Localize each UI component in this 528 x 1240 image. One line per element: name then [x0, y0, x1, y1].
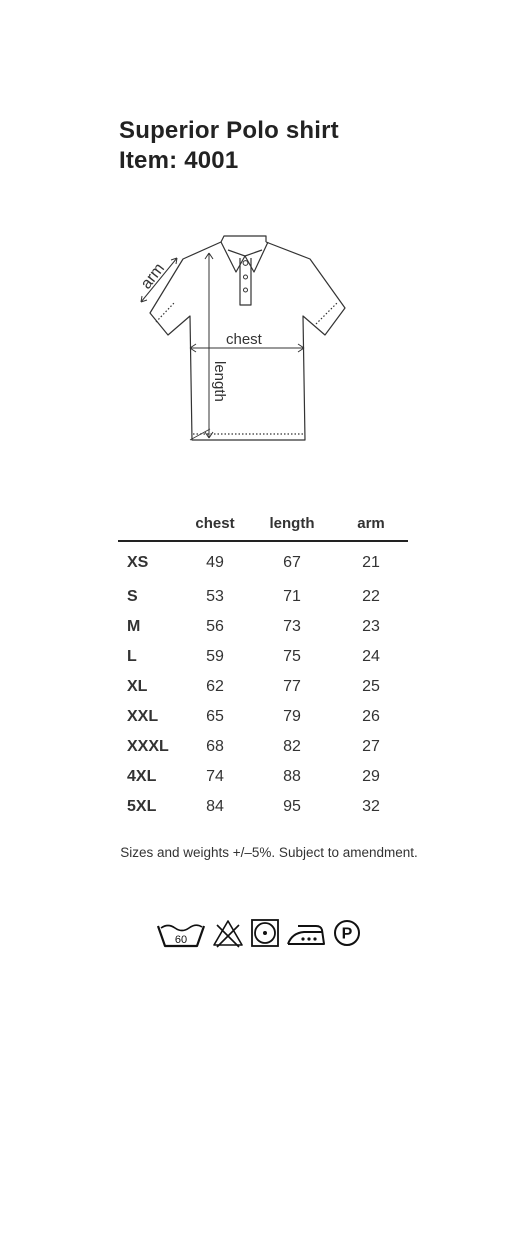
- product-title: Superior Polo shirt: [119, 117, 339, 144]
- chest-cell: 53: [206, 588, 224, 605]
- arm-cell: 22: [362, 588, 380, 605]
- tumble-dry-icon: [250, 918, 280, 948]
- table-row: [118, 642, 408, 672]
- iron-high-icon: [286, 918, 326, 948]
- arm-cell: 32: [362, 798, 380, 815]
- polo-shirt-diagram: [130, 228, 352, 448]
- arm-label: arm: [137, 260, 169, 293]
- length-cell: 95: [283, 798, 301, 815]
- length-cell: 77: [283, 678, 301, 695]
- size-cell: XXL: [127, 708, 159, 725]
- arm-cell: 29: [362, 768, 380, 785]
- arm-cell: 21: [362, 554, 380, 571]
- table-row: [118, 672, 408, 702]
- size-cell: M: [127, 618, 141, 635]
- size-cell: L: [127, 648, 137, 665]
- arm-cell: 27: [362, 738, 380, 755]
- chest-label: chest: [226, 331, 262, 348]
- size-cell: 4XL: [127, 768, 157, 785]
- chest-cell: 59: [206, 648, 224, 665]
- table-row: [118, 762, 408, 792]
- length-cell: 82: [283, 738, 301, 755]
- length-cell: 79: [283, 708, 301, 725]
- arm-cell: 26: [362, 708, 380, 725]
- size-cell: 5XL: [127, 798, 157, 815]
- chest-cell: 65: [206, 708, 224, 725]
- chest-cell: 49: [206, 554, 224, 571]
- size-table: [118, 506, 408, 822]
- arm-cell: 24: [362, 648, 380, 665]
- chest-cell: 56: [206, 618, 224, 635]
- header-length: length: [250, 506, 334, 541]
- length-cell: 88: [283, 768, 301, 785]
- length-cell: 67: [283, 554, 301, 571]
- length-cell: 75: [283, 648, 301, 665]
- length-label: length: [211, 361, 228, 402]
- size-cell: XS: [127, 554, 149, 571]
- size-cell: XL: [127, 678, 148, 695]
- size-table-header: [118, 506, 408, 541]
- professional-dry-clean-icon: [332, 918, 362, 948]
- item-number: Item: 4001: [119, 147, 239, 174]
- table-row: [118, 792, 408, 822]
- wash-temperature: 60: [174, 934, 188, 946]
- product-title-block: [119, 116, 339, 176]
- dry-clean-letter: P: [341, 925, 353, 943]
- chest-cell: 84: [206, 798, 224, 815]
- table-row: [118, 612, 408, 642]
- disclaimer-note: Sizes and weights +/–5%. Subject to amendment.: [120, 845, 418, 860]
- table-row: [118, 582, 408, 612]
- length-cell: 71: [283, 588, 301, 605]
- wash-60-icon: [156, 918, 206, 948]
- table-row: [118, 541, 408, 582]
- do-not-bleach-icon: [212, 918, 244, 948]
- chest-cell: 62: [206, 678, 224, 695]
- length-cell: 73: [283, 618, 301, 635]
- care-symbols: [156, 916, 362, 950]
- header-size: [118, 506, 180, 541]
- size-cell: S: [127, 588, 138, 605]
- chest-cell: 74: [206, 768, 224, 785]
- arm-cell: 23: [362, 618, 380, 635]
- header-chest: chest: [180, 506, 250, 541]
- chest-cell: 68: [206, 738, 224, 755]
- table-row: [118, 702, 408, 732]
- header-arm: arm: [334, 506, 408, 541]
- table-row: [118, 732, 408, 762]
- size-cell: XXXL: [127, 738, 169, 755]
- arm-cell: 25: [362, 678, 380, 695]
